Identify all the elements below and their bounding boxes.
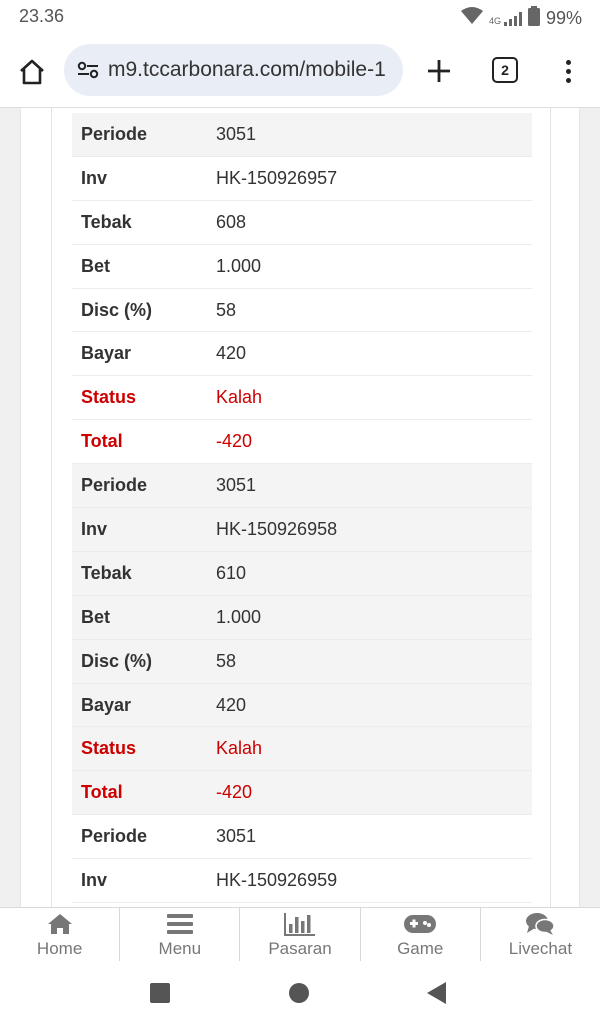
row-label: Disc (%) xyxy=(81,299,153,320)
status-icons xyxy=(461,6,582,31)
network-type-label: 4G xyxy=(488,15,501,26)
table-row xyxy=(72,771,532,815)
nav-game[interactable] xyxy=(361,908,481,961)
clock: 23.36 xyxy=(19,6,65,26)
row-label: Periode xyxy=(81,123,148,144)
address-bar[interactable] xyxy=(64,44,403,96)
tab-count: 2 xyxy=(501,62,509,78)
dot-icon xyxy=(566,78,571,83)
row-value: 58 xyxy=(216,650,237,671)
nav-home[interactable] xyxy=(0,908,120,961)
row-label: Bayar xyxy=(81,343,132,364)
row-value: HK-150926958 xyxy=(216,518,338,539)
row-label: Periode xyxy=(81,826,148,847)
row-value: -420 xyxy=(216,782,253,803)
table-row xyxy=(72,684,532,728)
chat-icon xyxy=(525,912,555,936)
row-label: Status xyxy=(81,738,137,759)
table-row xyxy=(72,201,532,245)
row-value: 3051 xyxy=(216,475,257,496)
row-label: Tebak xyxy=(81,211,132,232)
status-bar xyxy=(0,0,600,34)
wifi-icon xyxy=(461,7,483,30)
nav-pasaran-label: Pasaran xyxy=(268,939,332,958)
row-label: Disc (%) xyxy=(81,650,153,671)
row-value: HK-150926959 xyxy=(216,870,338,891)
row-value: -420 xyxy=(216,431,253,452)
home-outline-icon xyxy=(18,58,46,86)
row-value: Kalah xyxy=(216,387,263,408)
signal-icon xyxy=(489,12,522,26)
menu-icon xyxy=(167,912,193,936)
bet-history-table xyxy=(72,113,532,903)
row-value: 3051 xyxy=(216,826,257,847)
site-settings-icon[interactable] xyxy=(76,58,100,82)
table-row xyxy=(72,376,532,420)
table-row xyxy=(72,727,532,771)
nav-menu-label: Menu xyxy=(158,939,202,958)
recents-button[interactable] xyxy=(150,983,170,1003)
row-value: 58 xyxy=(216,299,237,320)
row-value: 610 xyxy=(216,562,247,583)
row-label: Inv xyxy=(81,518,108,539)
tab-switcher-button[interactable] xyxy=(492,57,518,83)
table-row xyxy=(72,508,532,552)
page-container xyxy=(20,108,580,907)
nav-livechat[interactable] xyxy=(481,908,600,961)
table-row xyxy=(72,464,532,508)
page-viewport[interactable] xyxy=(0,108,600,907)
row-value: 1.000 xyxy=(216,606,262,627)
table-row xyxy=(72,815,532,859)
more-options-button[interactable] xyxy=(556,54,580,88)
row-label: Total xyxy=(81,431,123,452)
nav-game-label: Game xyxy=(397,939,444,958)
home-button[interactable] xyxy=(14,54,50,90)
row-label: Bet xyxy=(81,255,111,276)
dot-icon xyxy=(566,69,571,74)
row-value: HK-150926957 xyxy=(216,167,338,188)
row-value: 3051 xyxy=(216,123,257,144)
back-button[interactable] xyxy=(427,982,446,1004)
battery-icon xyxy=(528,6,540,31)
row-label: Bayar xyxy=(81,694,132,715)
row-label: Total xyxy=(81,782,123,803)
chart-icon xyxy=(284,912,316,936)
bet-history-card xyxy=(51,108,551,907)
row-label: Periode xyxy=(81,475,148,496)
table-row xyxy=(72,245,532,289)
nav-livechat-label: Livechat xyxy=(508,939,573,958)
gamepad-icon xyxy=(404,912,436,936)
bottom-nav xyxy=(0,907,600,961)
dot-icon xyxy=(566,60,571,65)
system-home-button[interactable] xyxy=(289,983,309,1003)
row-value: 1.000 xyxy=(216,255,262,276)
table-row xyxy=(72,859,532,903)
home-icon xyxy=(47,912,73,936)
nav-menu[interactable] xyxy=(120,908,240,961)
row-label: Bet xyxy=(81,606,111,627)
row-value: 420 xyxy=(216,343,247,364)
row-value: Kalah xyxy=(216,738,263,759)
plus-icon xyxy=(426,58,452,84)
nav-home-label: Home xyxy=(36,939,83,958)
row-label: Tebak xyxy=(81,562,132,583)
url-text[interactable]: m9.tccarbonara.com/mobile-1 xyxy=(108,58,386,81)
system-nav-bar xyxy=(0,961,600,1024)
row-value: 608 xyxy=(216,211,247,232)
row-label: Status xyxy=(81,387,137,408)
row-label: Inv xyxy=(81,870,108,891)
row-label: Inv xyxy=(81,167,108,188)
table-row xyxy=(72,157,532,201)
table-row xyxy=(72,113,532,157)
table-row xyxy=(72,332,532,376)
nav-pasaran[interactable] xyxy=(240,908,360,961)
table-row xyxy=(72,596,532,640)
table-row xyxy=(72,420,532,464)
table-row xyxy=(72,552,532,596)
table-row xyxy=(72,289,532,333)
row-value: 420 xyxy=(216,694,247,715)
browser-toolbar xyxy=(0,34,600,108)
battery-level: 99% xyxy=(545,8,582,28)
table-row xyxy=(72,640,532,684)
new-tab-button[interactable] xyxy=(422,54,456,88)
